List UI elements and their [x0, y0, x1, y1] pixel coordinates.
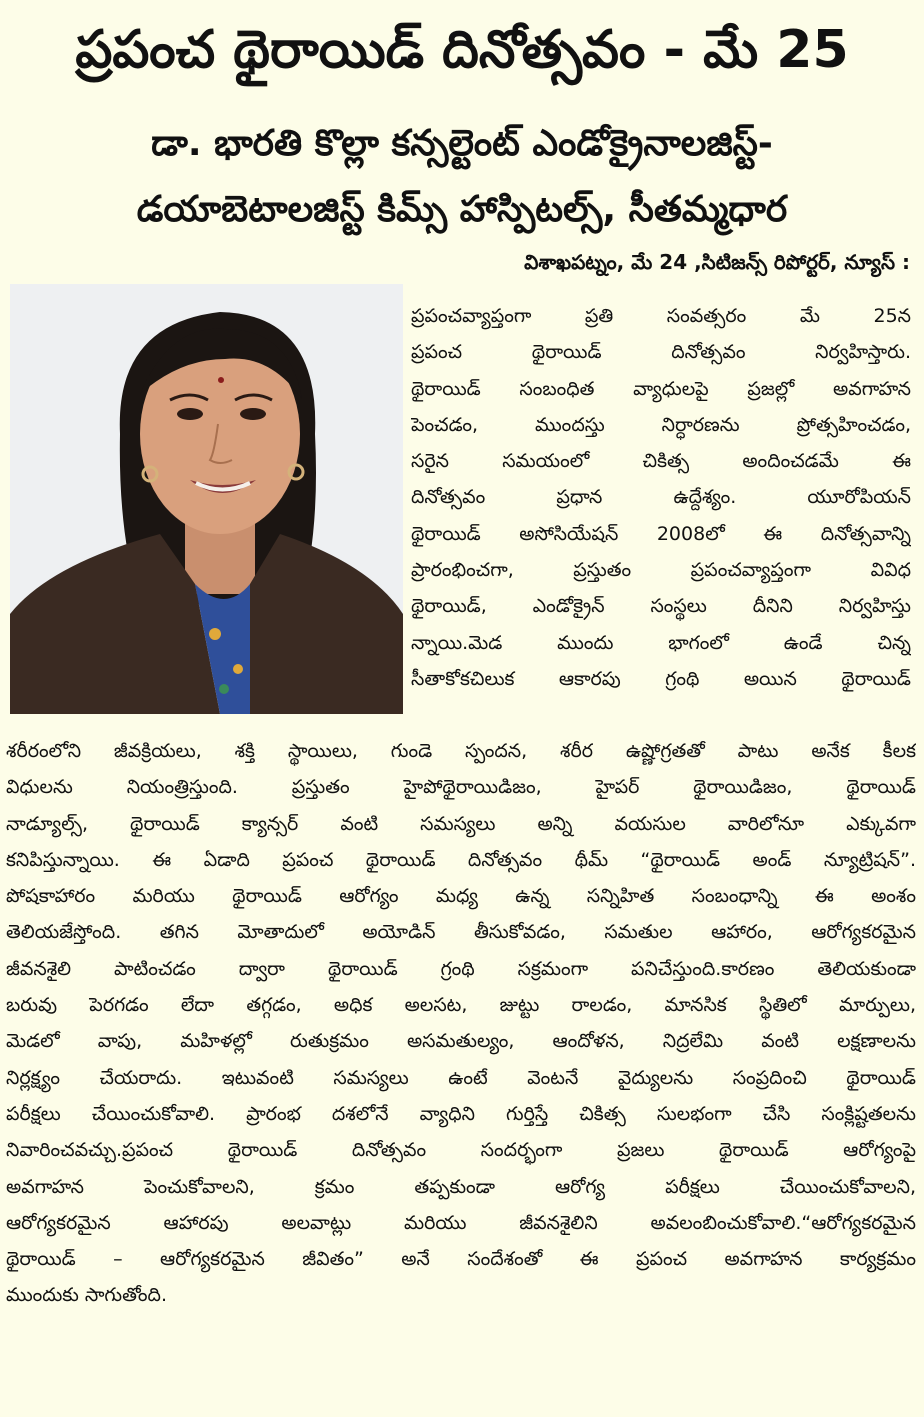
article-line: థైరాయిడ్ అసోసియేషన్ 2008లో ఈ దినోత్సవాన్ని — [411, 522, 911, 545]
article-line: దినోత్సవం ప్రధాన ఉద్దేశ్యం. యూరోపియన్ — [411, 486, 911, 509]
article-line: ఆరోగ్యకరమైన ఆహారపు అలవాట్లు మరియు జీవనశైలిని అవలంబించుకోవాలి.“ఆరోగ్యకరమైన — [6, 1211, 916, 1234]
portrait-illustration — [10, 284, 403, 714]
article-line: శరీరంలోని జీవక్రియలు, శక్తి స్థాయిలు, గుండె స్పందన, శరీర ఉష్ణోగ్రతతో పాటు అనేక కీలక — [6, 740, 916, 762]
article-line: ప్రపంచవ్యాప్తంగా ప్రతి సంవత్సరం మే 25న — [411, 305, 911, 327]
article-line: నిర్లక్ష్యం చేయరాదు. ఇటువంటి సమస్యలు ఉంటే వెంటనే వైద్యులను సంప్రదించి థైరాయిడ్ — [6, 1066, 916, 1089]
article-line: థైరాయిడ్ – ఆరోగ్యకరమైన జీవితం” అనే సందేశంతో ఈ ప్రపంచ అవగాహన కార్యక్రమం — [6, 1248, 916, 1271]
article-line: థైరాయిడ్, ఎండోక్రైన్ సంస్థలు దీనిని నిర్వహిస్తు — [411, 595, 911, 618]
article-line: నివారించవచ్చు.ప్రపంచ థైరాయిడ్ దినోత్సవం సందర్భంగా ప్రజలు థైరాయిడ్ ఆరోగ్యంపై — [6, 1139, 916, 1162]
article-line: అవగాహన పెంచుకోవాలని, క్రమం తప్పకుండా ఆరోగ్య పరీక్షలు చేయించుకోవాలని, — [6, 1175, 916, 1198]
article-line: ప్రారంభించగా, ప్రస్తుతం ప్రపంచవ్యాప్తంగా వివిధ — [411, 559, 911, 582]
article-line: జీవనశైలి పాటించడం ద్వారా థైరాయిడ్ గ్రంథి సక్రమంగా పనిచేస్తుంది.కారణం తెలియకుండా — [6, 957, 916, 980]
headline: ప్రపంచ థైరాయిడ్ దినోత్సవం - మే 25 — [75, 20, 849, 80]
subhead-line-1: డా. భారతి కొల్లా కన్సల్టెంట్ ఎండోక్రైనాలజిస్ట్- — [151, 123, 773, 164]
subhead-line-2: డయాబెటాలజిస్ట్ కిమ్స్ హాస్పిటల్స్, సీతమ్మధార — [136, 189, 788, 230]
article-line: నాడ్యూల్స్, థైరాయిడ్ క్యాన్సర్ వంటి సమస్యలు అన్ని వయసుల వారిలోనూ ఎక్కువగా — [6, 812, 916, 835]
article-line: పోషకాహారం మరియు థైరాయిడ్ ఆరోగ్యం మధ్య ఉన్న సన్నిహిత సంబంధాన్ని ఈ అంశం — [6, 885, 916, 908]
article-line: మెడలో వాపు, మహిళల్లో రుతుక్రమం అసమతుల్యం, ఆందోళన, నిద్రలేమి వంటి లక్షణాలను — [6, 1030, 916, 1053]
article-line: పెంచడం, ముందస్తు నిర్ధారణను ప్రోత్సహించడం, — [411, 413, 911, 436]
article-line: కనిపిస్తున్నాయి. ఈ ఏడాది ప్రపంచ థైరాయిడ్ దినోత్సవం థీమ్ “థైరాయిడ్ అండ్ న్యూట్రిషన్”. — [6, 848, 916, 871]
dateline: విశాఖపట్నం, మే 24 ,సిటిజన్స్ రిపోర్టర్, న్యూస్ : — [524, 250, 910, 274]
article-line: తెలియజేస్తోంది. తగిన మోతాదులో అయోడిన్ తీసుకోవడం, సమతుల ఆహారం, ఆరోగ్యకరమైన — [6, 921, 916, 944]
article-column-full — [6, 733, 916, 1314]
article-line: పరీక్షలు చేయించుకోవాలి. ప్రారంభ దశలోనే వ్యాధిని గుర్తిస్తే చికిత్స సులభంగా చేసి సంక్లిష్టతలను — [6, 1102, 916, 1125]
article-line: సరైన సమయంలో చికిత్స అందించడమే ఈ — [411, 450, 911, 473]
article-line: ప్రపంచ థైరాయిడ్ దినోత్సవం నిర్వహిస్తారు. — [411, 341, 911, 364]
article-line-last: ముందుకు సాగుతోంది. — [6, 1284, 168, 1307]
article-line: సీతాకోకచిలుక ఆకారపు గ్రంథి అయిన థైరాయిడ్ — [411, 667, 911, 690]
doctor-photo — [10, 284, 403, 714]
article-line: న్నాయి.మెడ ముందు భాగంలో ఉండే చిన్న — [411, 631, 911, 654]
article-line: థైరాయిడ్ సంబంధిత వ్యాధులపై ప్రజల్లో అవగాహన — [411, 377, 911, 400]
article-line: బరువు పెరగడం లేదా తగ్గడం, అధిక అలసట, జుట్టు రాలడం, మానసిక స్థితిలో మార్పులు, — [6, 994, 916, 1017]
article-line: విధులను నియంత్రిస్తుంది. ప్రస్తుతం హైపోథైరాయిడిజం, హైపర్ థైరాయిడిజం, థైరాయిడ్ — [6, 776, 916, 799]
article-column-right — [411, 298, 911, 697]
